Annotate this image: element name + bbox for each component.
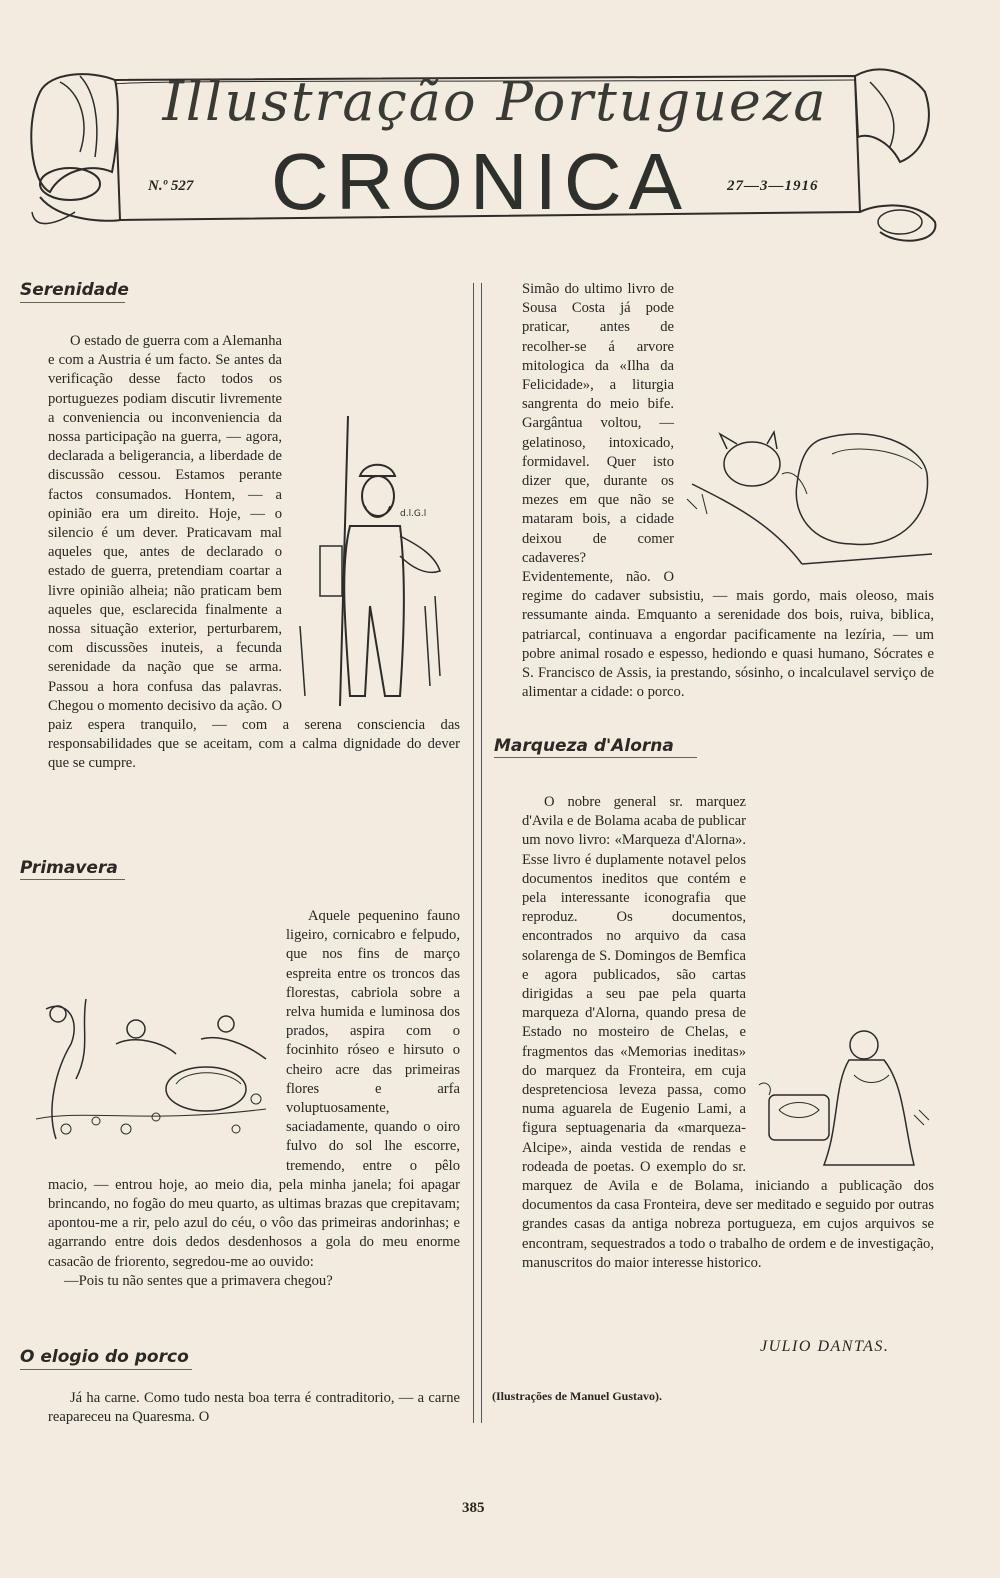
heading-underline xyxy=(20,879,125,880)
marqueza-icon xyxy=(754,1025,934,1170)
heading-underline xyxy=(494,757,697,758)
fauns-icon xyxy=(26,989,278,1157)
text-porco-continued xyxy=(522,280,934,702)
paragraph: O nobre general sr. marquez d'Avila e de Bolama acaba de publicar um novo livro: «Marqueza d'Alorna». Esse livro é duplamente notavel pelos documentos ineditos que contém e pela interessante iconografia que reproduz. Os documentos, encontrados no arquivo da casa solarenga de S. Domingos de Bemfica e agora publicados, são cartas dirigidas a seu pae pela quarta marqueza d'Alorna, quando presa de Estado no mosteiro de Chelas, e fragmentos das «Memorias ineditas» do marquez da Fronteira, em cuja despretenciosa leveza passa, como numa aguarela de Eugenio Lami, a figura septuagenaria da «marqueza-Alcipe», ainda vestida de rendas e rodeada de poetas. O exemplo do sr. marquez de Avila e de Bolama, iniciando a publicação dos documentos da casa Fronteira, deve ser meditado e seguido por outras grandes casas da antiga nobreza portugueza, em cujos arquivos se encontram, sequestrados a todo o trabalho de ordem e de investigação, manuscritos do maior interesse historico. xyxy=(522,794,934,1271)
heading-underline xyxy=(20,1369,192,1370)
marqueza-illustration xyxy=(754,1025,934,1170)
issue-date: 27—3—1916 xyxy=(727,178,819,194)
page-title: CRONICA xyxy=(271,137,689,226)
text-porco-start xyxy=(48,1389,460,1427)
heading-marqueza: Marqueza d'Alorna xyxy=(494,736,674,756)
paragraph: O estado de guerra com a Alemanha e com a Austria é um facto. Se antes da verificação desse facto todos os portuguezes podiam discutir livremente a conveniencia ou inconveniencia da nossa participação na guerra, — agora, declarada a beligerancia, a liberdade de discussão cessou. Estamos perante factos consumados. Hontem, — a opinião era um direito. Hoje, — o silencio é um dever. Praticavam mal aqueles que, antes de declarado o estado de guerra, pretendiam coartar a livre opinião alheia; não praticam bem aqueles que, esclarecida finalmente a nossa situação exterior, perturbarem, com discussões inuteis, a fecunda serenidade da nação que se arma. Passou a hora confusa das palavras. Chegou o momento decisivo da ação. O paiz espera tranquilo, — com a serena consciencia das responsabilidades que se aceitam, com a calma dignidade do dever que se cumpre. xyxy=(48,333,460,772)
column-divider xyxy=(473,283,482,1423)
illustration-signature: d.l.G.l xyxy=(400,509,427,519)
paragraph: Aquele pequenino fauno ligeiro, cornicabro e felpudo, que nos fins de março espreita entre os troncos das florestas, cabriola sobre a relva humida e luminosa dos prados, aspira com o focinhito róseo e hirsuto o cheiro acre das primeiras flores e arfa voluptuosamente, saciadamente, quando o oiro fulvo do sol lhe escorre, tremendo, entre o pêlo macio, — entrou hoje, ao meio dia, pela minha janela; foi apagar brincando, no fogão do meu quarto, as ultimas brazas que crepitavam; apontou-me a rir, pelo azul do céu, o vôo das primeiras andorinhas; e agarrando entre dois dedos desdenhosos a gola do meu enorme casacão de friorento, segredou-me ao ouvido: xyxy=(48,908,460,1270)
illustration-credits: (Ilustrações de Manuel Gustavo). xyxy=(492,1389,662,1403)
heading-primavera: Primavera xyxy=(20,858,118,878)
soldier-icon xyxy=(290,406,460,711)
text-serenidade xyxy=(48,332,460,774)
paragraph: —Pois tu não sentes que a primavera chegou? xyxy=(64,1272,333,1289)
pigs-icon xyxy=(682,414,934,569)
text-primavera xyxy=(48,907,460,1291)
heading-underline xyxy=(20,302,125,303)
pigs-illustration xyxy=(682,414,934,569)
fauns-illustration xyxy=(26,989,278,1157)
heading-porco: O elogio do porco xyxy=(20,1347,189,1367)
issue-number: N.º 527 xyxy=(148,178,194,194)
magazine-title: Illustração Portugueza xyxy=(162,70,828,133)
paragraph: Simão do ultimo livro de Sousa Costa já pode praticar, antes de recolher-se á arvore mitologica da «Ilha da Felicidade», a liturgia sangrenta do meio bife. Gargântua voltou, — gelatinoso, intoxicado, formidavel. Quer isto dizer que, durante os mezes em que não se mataram bois, a cidade deixou de comer cadaveres? Evidentemente, não. O regime do cadaver subsistiu, — mais gordo, mais oleoso, mais ressumante ainda. Emquanto a serenidade dos bois, ruiva, biblica, patriarcal, continuava a engordar pacificamente na lezíria, — um pobre animal rosado e espesso, hediondo e quasi humano, Sócrates e S. Francisco de Assis, ia prestando, sósinho, o incalculavel serviço de alimentar a cidade: o porco. xyxy=(522,281,934,701)
text-marqueza xyxy=(522,793,934,1273)
soldier-illustration xyxy=(290,406,460,711)
paragraph: Já ha carne. Como tudo nesta boa terra é contraditorio, — a carne reapareceu na Quaresma. O xyxy=(48,1390,460,1426)
page-number: 385 xyxy=(462,1500,485,1516)
heading-serenidade: Serenidade xyxy=(20,280,129,300)
author-signature: JULIO DANTAS. xyxy=(760,1338,890,1355)
